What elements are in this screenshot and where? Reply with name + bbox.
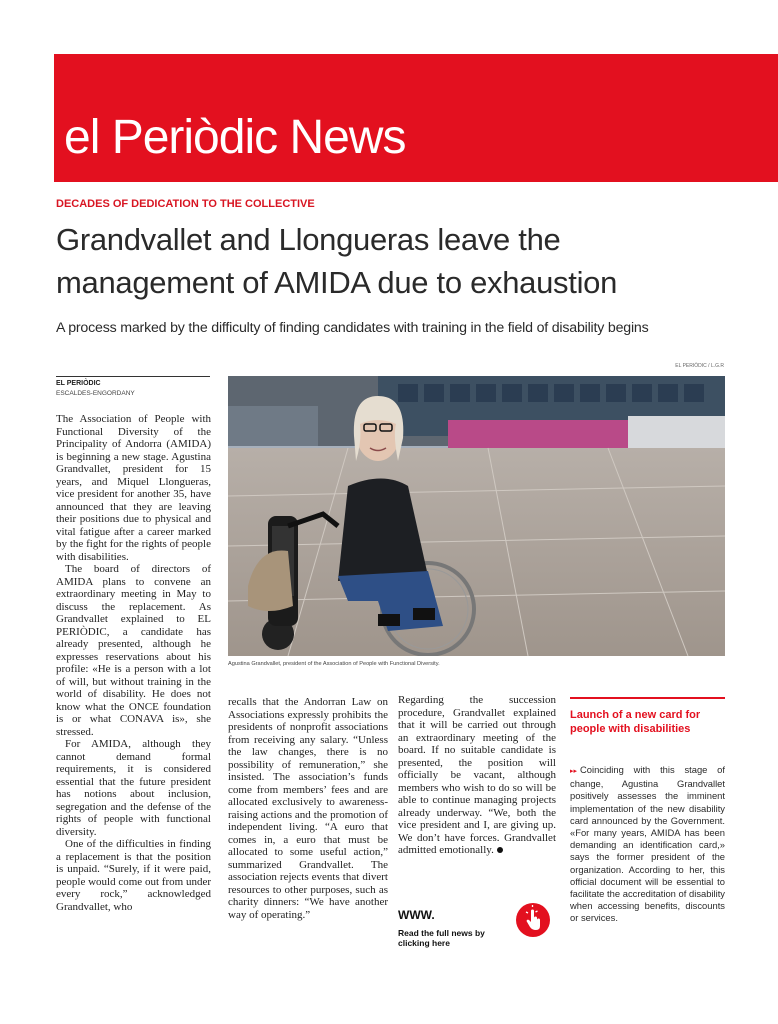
article-column-1 bbox=[56, 413, 211, 913]
byline-divider bbox=[56, 376, 210, 377]
hand-pointer-glyph bbox=[516, 903, 550, 937]
paragraph: The board of directors of AMIDA plans to convene an extraordinary meeting in May to discuss the replacement. As Grandvallet explained to EL PERIÒDIC, a candidate has already presented, although he expresses reservations about his profile: «He is a person with a lot of will, but without training in the world of disability. He does not know what the ONCE foundation is or what CONAVA is», she stressed. bbox=[56, 563, 211, 738]
double-arrow-icon: ▸▸ bbox=[570, 768, 578, 775]
hand-pointer-icon[interactable] bbox=[516, 903, 550, 937]
article-headline bbox=[56, 218, 756, 304]
article-photo bbox=[228, 376, 725, 656]
article-kicker: DECADES OF DEDICATION TO THE COLLECTIVE bbox=[56, 198, 315, 210]
photo-illustration bbox=[228, 376, 725, 656]
paragraph: recalls that the Andorran Law on Associations expressly prohibits the presidents of nonprofit associations from receiving any salary. “Unless the law changes, there is no possibility of remuneration,” she insisted. The association’s funds come from members’ fees and are allocated exclusively to awareness-raising actions and the promotion of independent living. “A euro that comes in, a euro that must be allocated to some useful action,” summarized Grandvallet. The association rejects events that divert resources to other purposes, such as charity dinners: “We have another way of operating.” bbox=[228, 696, 388, 921]
web-promo-link[interactable]: Read the full news by clicking here bbox=[398, 928, 485, 948]
headline-line-2: management of AMIDA due to exhaustion bbox=[56, 265, 618, 300]
headline-line-1: Grandvallet and Llongueras leave the bbox=[56, 222, 561, 257]
sidebar-title: Launch of a new card for people with disabilities bbox=[570, 709, 701, 735]
paragraph: The Association of People with Functional Diversity of the Principality of Andorra (AMIDA) is beginning a new stage. Agustina Grandvallet, president for 15 years, and Miquel Llongueras, vice president for another 35, have announced that they are leaving their positions due to physical and vital fatigue after a career marked by the fight for the rights of people with disabilities. bbox=[56, 413, 211, 563]
article-column-3 bbox=[398, 694, 556, 857]
article-subhead: A process marked by the difficulty of finding candidates with training in the field of disability begins bbox=[56, 320, 649, 336]
paragraph: For AMIDA, although they cannot demand formal requirements, it is considered essential that the future president has notions about inclusion, segregation and the defense of the rights of people with functional diversity. bbox=[56, 738, 211, 838]
photo-caption: Agustina Grandvallet, president of the Association of People with Functional Diversity. bbox=[228, 661, 440, 667]
byline-place: ESCALDES-ENGORDANY bbox=[56, 390, 135, 397]
sidebar-body bbox=[570, 764, 725, 925]
web-promo-label: WWW. bbox=[398, 908, 435, 922]
article-column-2 bbox=[228, 696, 388, 921]
masthead-title: el Periòdic News bbox=[64, 111, 406, 164]
closing-paragraph-text: Regarding the succession procedure, Grandvallet explained that it will be carried out through an extraordinary meeting of the board. If no suitable candidate is presented, the position will officially be vacant, although members who wish to do so will be able to continue managing projects already underway. “We, both the vice president and I, are giving up. We don’t have forces. Grandvallet admitted emotionally. bbox=[398, 694, 556, 856]
byline-name: EL PERIÒDIC bbox=[56, 380, 101, 387]
paragraph: One of the difficulties in finding a replacement is that the position is unpaid. “Surely, if it were paid, people would come out from under every rock,” acknowledged Grandvallet, who bbox=[56, 838, 211, 913]
paragraph bbox=[398, 694, 556, 857]
photo-credit: EL PERIÒDIC / L.G.R bbox=[675, 363, 724, 369]
end-of-article-mark bbox=[497, 847, 503, 853]
sidebar-divider bbox=[570, 697, 725, 699]
masthead-banner bbox=[54, 54, 778, 182]
sidebar-text: Coinciding with this stage of change, Agustina Grandvallet positively assesses the imminent implementation of the new disability card announced by the Government. «For many years, AMIDA has been demanding an identification card,» says the former president of the organization. According to her, this official document will be essential to facilitate the accreditation of disability when accessing benefits, discounts or services. bbox=[570, 764, 725, 924]
